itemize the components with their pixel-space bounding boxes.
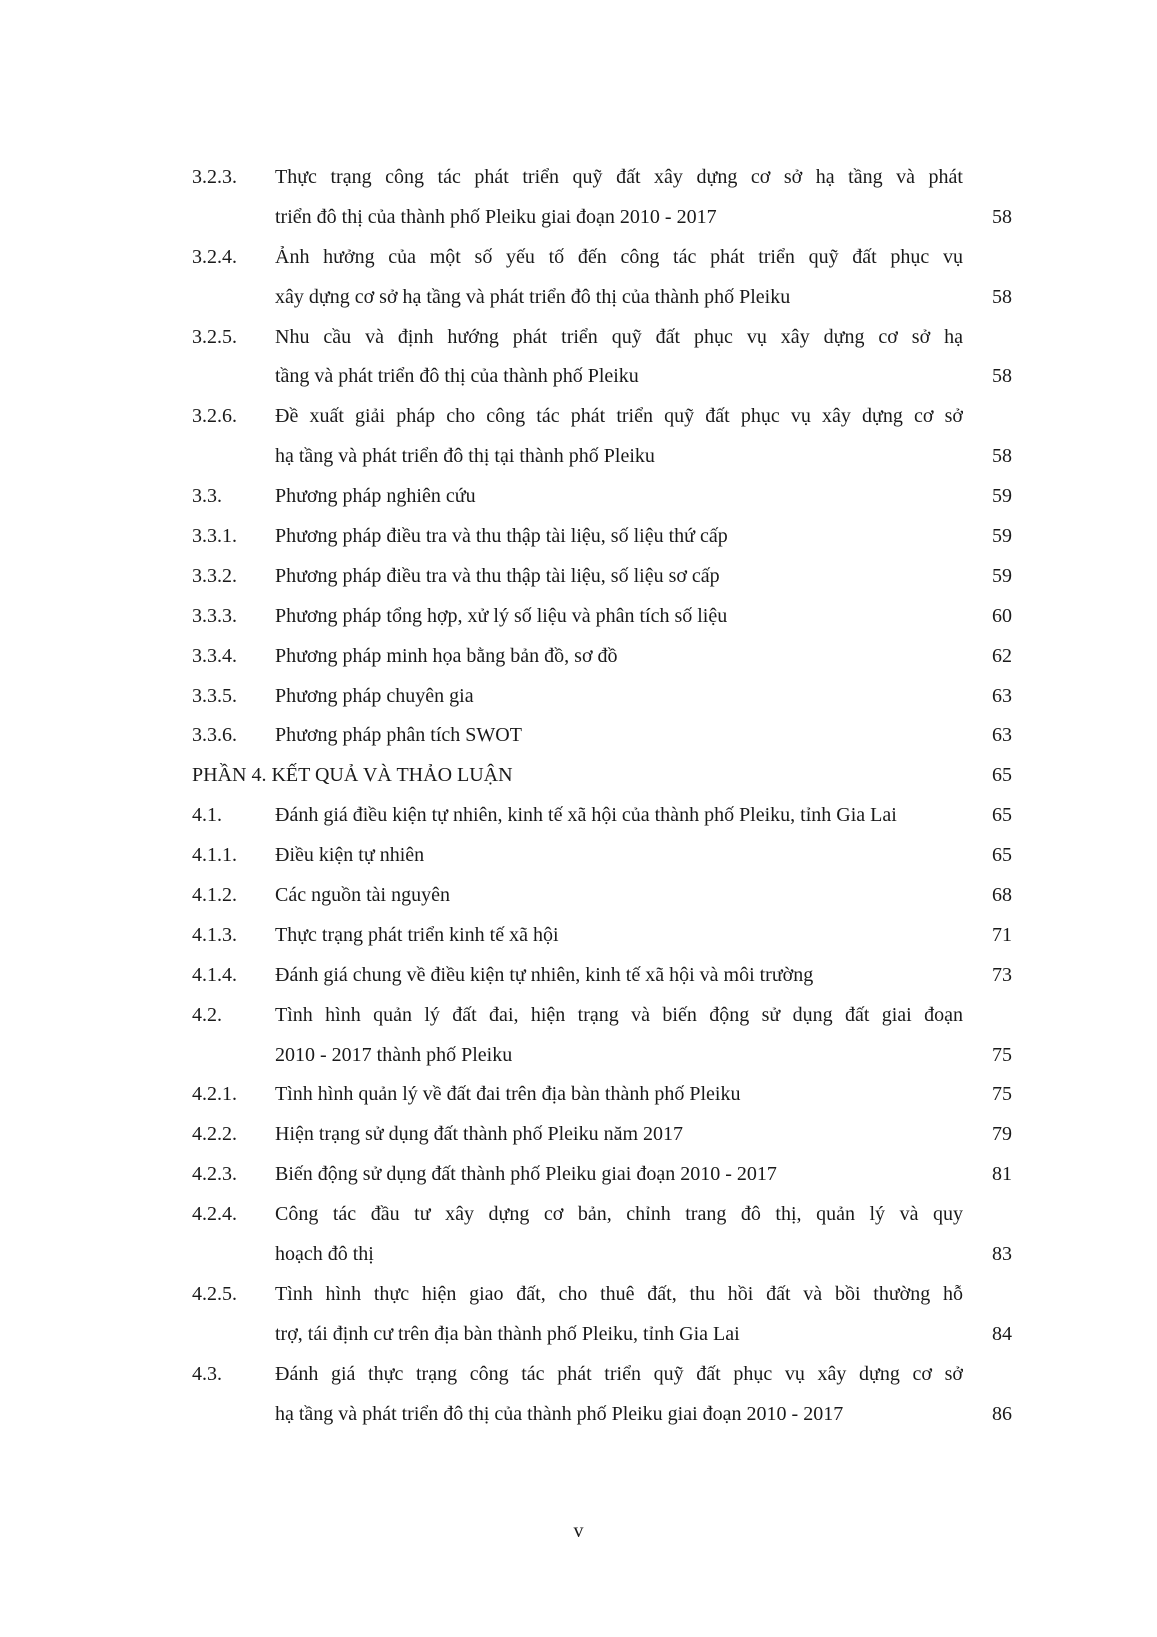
toc-entry-title: Biến động sử dụng đất thành phố Pleiku giai đoạn 2010 - 2017 xyxy=(275,1163,777,1186)
toc-page-number: 59 xyxy=(992,485,1012,508)
toc-entry-row xyxy=(192,1195,1012,1235)
toc-entry-title: hạ tầng và phát triển đô thị của thành phố Pleiku giai đoạn 2010 - 2017 xyxy=(275,1402,844,1425)
toc-page-number: 58 xyxy=(992,285,1012,308)
toc-page-number: 86 xyxy=(992,1402,1012,1425)
toc-section-number: 3.2.6. xyxy=(192,405,237,428)
toc-entry-title: triển đô thị của thành phố Pleiku giai đoạn 2010 - 2017 xyxy=(275,205,717,228)
toc-page-number: 58 xyxy=(992,365,1012,388)
toc-section-number: 3.3.4. xyxy=(192,644,237,667)
toc-page-number: 63 xyxy=(992,724,1012,747)
toc-page-number: 73 xyxy=(992,963,1012,986)
table-of-contents xyxy=(192,158,1012,1435)
toc-section-number: 4.2.2. xyxy=(192,1123,237,1146)
toc-entry-title: Phương pháp điều tra và thu thập tài liệu, số liệu thứ cấp xyxy=(275,525,728,548)
toc-entry-row xyxy=(192,1315,1012,1355)
toc-entry-row xyxy=(192,477,1012,517)
toc-section-number: 4.1.1. xyxy=(192,844,237,867)
toc-entry-title: Công tác đầu tư xây dựng cơ bản, chỉnh trang đô thị, quản lý và quy xyxy=(275,1203,963,1226)
toc-entry-title: Điều kiện tự nhiên xyxy=(275,844,425,867)
toc-section-number: 3.3.6. xyxy=(192,724,237,747)
page-number-footer: v xyxy=(573,1520,584,1542)
toc-entry-row xyxy=(192,1115,1012,1155)
toc-entry-title: Tình hình thực hiện giao đất, cho thuê đất, thu hồi đất và bồi thường hỗ xyxy=(275,1282,963,1305)
toc-page-number: 79 xyxy=(992,1123,1012,1146)
toc-entry-title: Phương pháp nghiên cứu xyxy=(275,485,476,508)
toc-section-number: 3.2.5. xyxy=(192,325,237,348)
toc-entry-title: tầng và phát triển đô thị của thành phố Pleiku xyxy=(275,365,639,388)
toc-heading-row xyxy=(192,756,1012,796)
toc-section-number: 4.2.1. xyxy=(192,1083,237,1106)
toc-entry-title: Đánh giá điều kiện tự nhiên, kinh tế xã hội của thành phố Pleiku, tỉnh Gia Lai xyxy=(275,804,897,827)
toc-entry-title: 2010 - 2017 thành phố Pleiku xyxy=(275,1043,513,1066)
toc-entry-title: Tình hình quản lý đất đai, hiện trạng và biến động sử dụng đất giai đoạn xyxy=(275,1003,963,1026)
toc-entry-title: Đánh giá chung về điều kiện tự nhiên, kinh tế xã hội và môi trường xyxy=(275,963,814,986)
toc-entry-row xyxy=(192,637,1012,677)
toc-page-number: 68 xyxy=(992,884,1012,907)
toc-page-number: 84 xyxy=(992,1322,1012,1345)
toc-entry-row xyxy=(192,1155,1012,1195)
toc-entry-title: Tình hình quản lý về đất đai trên địa bàn thành phố Pleiku xyxy=(275,1083,741,1106)
toc-entry-row xyxy=(192,238,1012,278)
toc-entry-row xyxy=(192,996,1012,1036)
toc-entry-row xyxy=(192,557,1012,597)
toc-page-number: 63 xyxy=(992,684,1012,707)
toc-page-number: 75 xyxy=(992,1083,1012,1106)
toc-page-number: 65 xyxy=(992,804,1012,827)
toc-entry-title: Đề xuất giải pháp cho công tác phát triển quỹ đất phục vụ xây dựng cơ sở xyxy=(275,405,963,428)
toc-entry-row xyxy=(192,796,1012,836)
toc-entry-row xyxy=(192,1275,1012,1315)
toc-entry-title: Ảnh hưởng của một số yếu tố đến công tác phát triển quỹ đất phục vụ xyxy=(275,245,963,268)
toc-page-number: 59 xyxy=(992,564,1012,587)
toc-section-number: 4.1.3. xyxy=(192,923,237,946)
toc-page-number: 58 xyxy=(992,205,1012,228)
toc-entry-row xyxy=(192,1355,1012,1395)
toc-section-number: 3.3. xyxy=(192,485,222,508)
toc-section-number: 3.2.4. xyxy=(192,245,237,268)
toc-page-number: 71 xyxy=(992,923,1012,946)
toc-entry-row xyxy=(192,357,1012,397)
toc-page-number: 65 xyxy=(992,844,1012,867)
toc-section-number: 3.2.3. xyxy=(192,166,237,188)
toc-heading-text: PHẦN 4. KẾT QUẢ VÀ THẢO LUẬN xyxy=(192,764,513,787)
toc-page-number: 65 xyxy=(992,764,1012,787)
toc-entry-title: trợ, tái định cư trên địa bàn thành phố Pleiku, tỉnh Gia Lai xyxy=(275,1322,740,1345)
toc-entry-row xyxy=(192,956,1012,996)
toc-entry-row xyxy=(192,916,1012,956)
toc-page-number: 81 xyxy=(992,1163,1012,1186)
toc-entry-title: Thực trạng công tác phát triển quỹ đất xây dựng cơ sở hạ tầng và phát xyxy=(275,166,963,188)
toc-entry-row xyxy=(192,1395,1012,1435)
toc-entry-title: Đánh giá thực trạng công tác phát triển quỹ đất phục vụ xây dựng cơ sở xyxy=(275,1362,963,1385)
toc-entry-title: Hiện trạng sử dụng đất thành phố Pleiku năm 2017 xyxy=(275,1123,684,1146)
toc-entry-row xyxy=(192,876,1012,916)
toc-entry-row xyxy=(192,158,1012,198)
toc-page-number: 83 xyxy=(992,1243,1012,1266)
toc-section-number: 4.2. xyxy=(192,1003,222,1026)
toc-entry-row xyxy=(192,1235,1012,1275)
toc-page-number: 59 xyxy=(992,525,1012,548)
toc-entry-row xyxy=(192,1075,1012,1115)
toc-section-number: 4.1.4. xyxy=(192,963,237,986)
toc-entry-title: Các nguồn tài nguyên xyxy=(275,884,450,907)
toc-entry-row xyxy=(192,318,1012,358)
toc-entry-title: Phương pháp minh họa bằng bản đồ, sơ đồ xyxy=(275,644,618,667)
toc-page-number: 58 xyxy=(992,445,1012,468)
toc-entry-row xyxy=(192,278,1012,318)
toc-section-number: 3.3.2. xyxy=(192,564,237,587)
toc-section-number: 3.3.5. xyxy=(192,684,237,707)
toc-section-number: 4.1. xyxy=(192,804,222,827)
toc-section-number: 3.3.3. xyxy=(192,604,237,627)
toc-section-number: 3.3.1. xyxy=(192,525,237,548)
toc-page-number: 62 xyxy=(992,644,1012,667)
toc-entry-title: xây dựng cơ sở hạ tầng và phát triển đô thị của thành phố Pleiku xyxy=(275,285,791,308)
toc-section-number: 4.3. xyxy=(192,1362,222,1385)
toc-page-number: 75 xyxy=(992,1043,1012,1066)
toc-entry-row xyxy=(192,397,1012,437)
toc-entry-row xyxy=(192,1036,1012,1076)
toc-section-number: 4.2.4. xyxy=(192,1203,237,1226)
toc-section-number: 4.2.5. xyxy=(192,1282,237,1305)
toc-section-number: 4.1.2. xyxy=(192,884,237,907)
toc-entry-row xyxy=(192,597,1012,637)
toc-entry-title: hoạch đô thị xyxy=(275,1243,374,1266)
toc-page-number: 60 xyxy=(992,604,1012,627)
toc-section-number: 4.2.3. xyxy=(192,1163,237,1186)
toc-entry-title: Nhu cầu và định hướng phát triển quỹ đất phục vụ xây dựng cơ sở hạ xyxy=(275,325,963,348)
toc-entry-title: Phương pháp điều tra và thu thập tài liệu, số liệu sơ cấp xyxy=(275,564,720,587)
toc-entry-row xyxy=(192,716,1012,756)
toc-entry-title: hạ tầng và phát triển đô thị tại thành phố Pleiku xyxy=(275,445,655,468)
toc-entry-title: Thực trạng phát triển kinh tế xã hội xyxy=(275,923,559,946)
toc-entry-title: Phương pháp tổng hợp, xử lý số liệu và phân tích số liệu xyxy=(275,604,728,627)
toc-entry-row xyxy=(192,836,1012,876)
toc-entry-title: Phương pháp chuyên gia xyxy=(275,684,474,707)
toc-entry-title: Phương pháp phân tích SWOT xyxy=(275,724,522,747)
toc-entry-row xyxy=(192,198,1012,238)
toc-entry-row xyxy=(192,517,1012,557)
toc-entry-row xyxy=(192,437,1012,477)
toc-entry-row xyxy=(192,677,1012,717)
